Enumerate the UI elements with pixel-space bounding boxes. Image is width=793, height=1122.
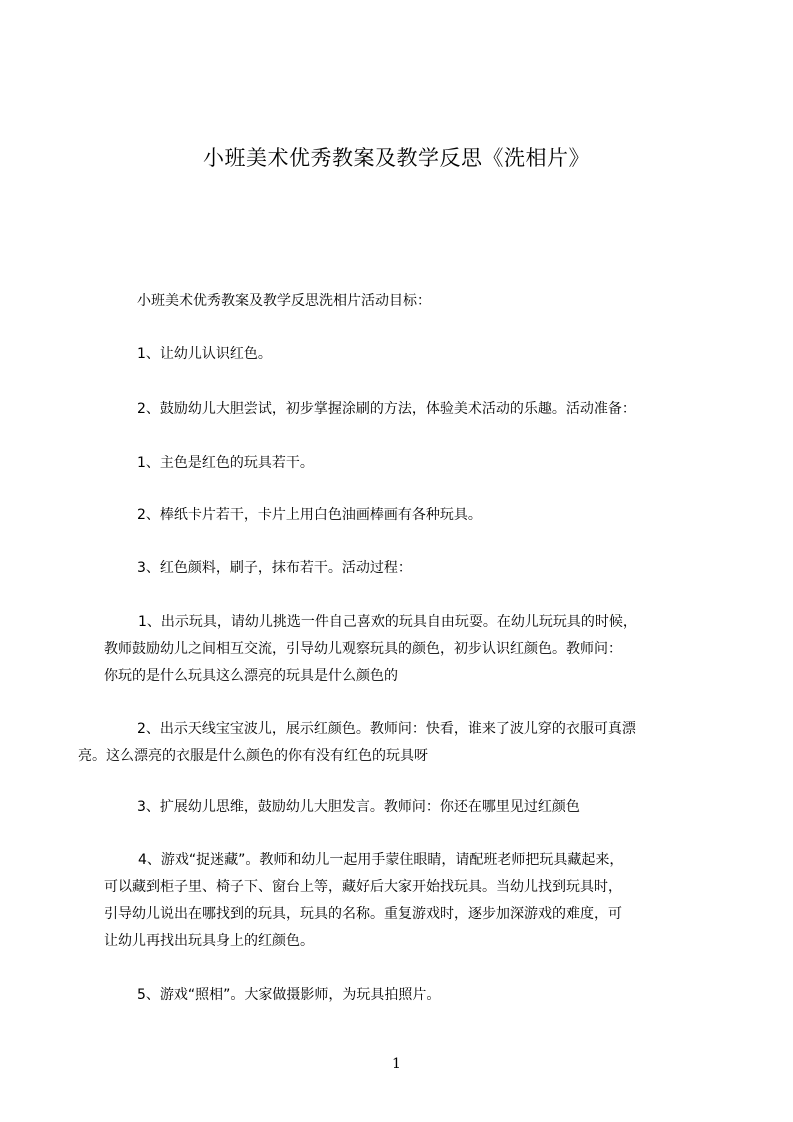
paragraph-line: 亮。这么漂亮的衣服是什么颜色的你有没有红色的玩具呀	[78, 748, 428, 764]
paragraph-process-2	[78, 716, 718, 770]
paragraph-preparation-3: 3、红色颜料，刷子，抹布若干。活动过程：	[137, 560, 412, 576]
document-title: 小班美术优秀教案及教学反思《洗相片》	[203, 146, 590, 170]
paragraph-line: 教师鼓励幼儿之间相互交流，引导幼儿观察玩具的颜色，初步认识红颜色。教师问：	[104, 641, 622, 657]
paragraph-preparation-2: 2、棒纸卡片若干，卡片上用白色油画棒画有各种玩具。	[137, 507, 482, 523]
paragraph-line: 让幼儿再找出玩具身上的红颜色。	[104, 933, 314, 949]
paragraph-process-3: 3、扩展幼儿思维，鼓励幼儿大胆发言。教师问：你还在哪里见过红颜色	[137, 799, 580, 815]
paragraph-line: 4、游戏“捉迷藏”。教师和幼儿一起用手蒙住眼睛，请配班老师把玩具藏起来，	[138, 852, 624, 868]
paragraph-process-5: 5、游戏“照相”。大家做摄影师，为玩具拍照片。	[137, 987, 441, 1003]
paragraph-process-1	[104, 609, 704, 690]
paragraph-objective-2: 2、鼓励幼儿大胆尝试，初步掌握涂刷的方法，体验美术活动的乐趣。活动准备：	[137, 401, 636, 417]
paragraph-line: 你玩的是什么玩具这么漂亮的玩具是什么颜色的	[104, 668, 398, 684]
paragraph-line: 可以藏到柜子里、椅子下、窗台上等，藏好后大家开始找玩具。当幼儿找到玩具时，	[104, 879, 622, 895]
paragraph-objective-1: 1、让幼儿认识红色。	[137, 346, 272, 362]
paragraph-preparation-1: 1、主色是红色的玩具若干。	[137, 455, 314, 471]
paragraph-process-4	[104, 847, 704, 955]
paragraph-line: 2、出示天线宝宝波儿，展示红颜色。教师问：快看，谁来了波儿穿的衣服可真漂	[137, 721, 636, 737]
paragraph-line: 引导幼儿说出在哪找到的玩具，玩具的名称。重复游戏时，逐步加深游戏的难度，可	[104, 906, 622, 922]
paragraph-objectives-heading: 小班美术优秀教案及教学反思洗相片活动目标：	[137, 293, 431, 309]
page-number: 1	[392, 1056, 401, 1072]
paragraph-line: 1、出示玩具，请幼儿挑选一件自己喜欢的玩具自由玩耍。在幼儿玩玩具的时候，	[138, 614, 637, 630]
